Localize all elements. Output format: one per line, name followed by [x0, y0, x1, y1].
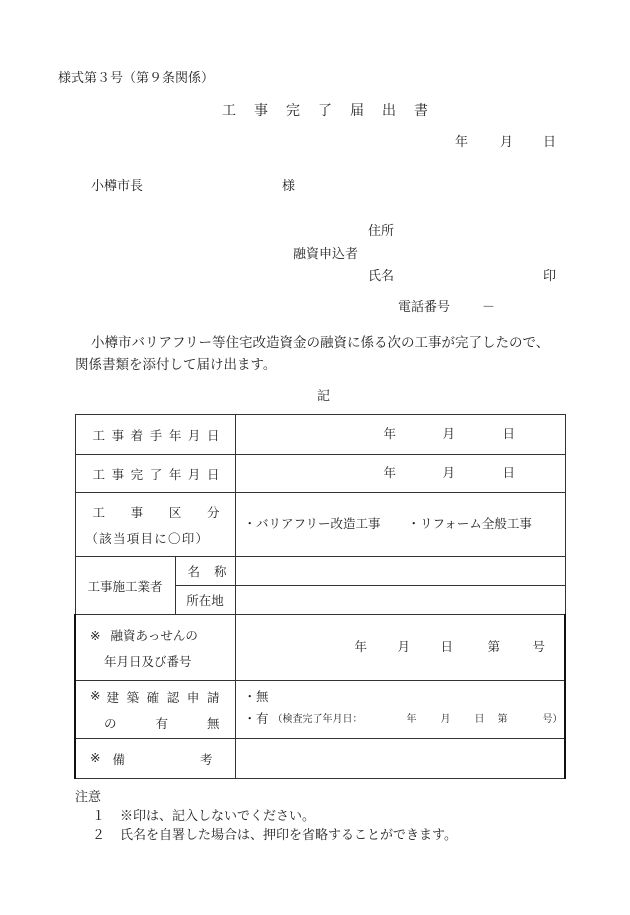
- phone-label: 電話番号: [398, 300, 451, 315]
- document-title: [222, 104, 428, 118]
- remarks-label: [75, 739, 235, 779]
- loan-year: 年: [354, 638, 368, 654]
- label-char: 分: [206, 504, 220, 520]
- loan-field[interactable]: [235, 615, 565, 681]
- title-char: 事: [254, 103, 268, 119]
- form-number: 様式第３号（第９条関係）: [58, 71, 215, 86]
- label-char: 工: [92, 427, 106, 443]
- label-char: 事: [111, 427, 125, 443]
- contractor-name-field[interactable]: [235, 557, 565, 586]
- body-line-2: 関係書類を添付して届け出ます。: [75, 357, 277, 373]
- row-loan-info: [75, 615, 565, 681]
- loan-label-line-2: 年月日及び番号: [104, 653, 192, 669]
- inspection-number-prefix: 第: [497, 713, 508, 725]
- category-note: （該当項目に〇印）: [85, 530, 210, 546]
- note-2-number: ２: [92, 828, 106, 843]
- start-day: 日: [502, 425, 516, 441]
- complete-year: 年: [383, 464, 397, 480]
- label-char: 工: [92, 466, 106, 482]
- complete-month: 月: [442, 464, 456, 480]
- inspection-date-label: （検査完了年月日：: [272, 713, 363, 725]
- asterisk-mark: ※: [90, 749, 101, 765]
- building-option-yes[interactable]: ・有: [243, 710, 269, 726]
- category-field[interactable]: [235, 493, 565, 557]
- label-char: 日: [206, 427, 220, 443]
- date-day: 日: [543, 135, 557, 150]
- label-char: 有: [155, 715, 169, 731]
- asterisk-mark: ※: [90, 687, 101, 703]
- address-label: 住所: [368, 224, 395, 239]
- row-building-confirmation: [75, 681, 565, 739]
- label-char: 年: [168, 466, 182, 482]
- complete-date-label: [75, 455, 235, 493]
- loan-label: [75, 615, 235, 681]
- note-1-number: １: [92, 809, 106, 824]
- label-char: 月: [187, 427, 201, 443]
- label-char: 建: [106, 689, 119, 705]
- contractor-location-label: [175, 586, 235, 615]
- label-char: の: [104, 715, 117, 731]
- label-char: 認: [166, 689, 180, 705]
- start-year: 年: [383, 425, 397, 441]
- name-label: 氏名: [368, 269, 395, 284]
- ki-label: 記: [317, 389, 331, 404]
- applicant-role-label: 融資申込者: [293, 247, 359, 262]
- category-label: [75, 493, 235, 557]
- loan-month: 月: [397, 638, 411, 654]
- building-field[interactable]: [235, 681, 565, 739]
- note-2-text: 氏名を自署した場合は、押印を省略することができます。: [120, 828, 457, 843]
- date-year: 年: [455, 135, 469, 150]
- label-char: 名: [187, 564, 201, 579]
- label-char: 事: [111, 466, 125, 482]
- label-char: 考: [200, 751, 213, 767]
- row-contractor-name: [75, 557, 565, 586]
- label-char: 完: [130, 466, 144, 482]
- building-option-none[interactable]: ・無: [243, 688, 269, 704]
- complete-date-field[interactable]: [235, 455, 565, 493]
- label-char: 月: [187, 466, 201, 482]
- inspection-year: 年: [406, 713, 417, 725]
- label-char: 称: [214, 564, 227, 579]
- details-table: [74, 414, 566, 779]
- label-char: 無: [207, 715, 220, 731]
- label-char: 了: [149, 466, 163, 482]
- note-1-text: ※印は、記入しないでください。: [120, 809, 316, 824]
- label-char: 請: [206, 689, 220, 705]
- row-start-date: [75, 415, 565, 455]
- seal-mark: 印: [543, 269, 557, 284]
- label-char: 申: [186, 689, 200, 705]
- contractor-label-text: 工事施工業者: [87, 578, 163, 594]
- label-char: 備: [112, 751, 125, 767]
- row-category: [75, 493, 565, 557]
- label-char: 築: [126, 689, 140, 705]
- title-char: 書: [414, 103, 428, 119]
- category-option-barrier-free[interactable]: ・バリアフリー改造工事: [243, 515, 381, 531]
- phone-separator: －: [482, 300, 496, 315]
- notes-title: 注意: [75, 790, 102, 805]
- inspection-day: 日: [474, 713, 485, 725]
- label-char: 確: [146, 689, 160, 705]
- start-month: 月: [442, 425, 456, 441]
- label-char: 年: [168, 427, 182, 443]
- asterisk-mark: ※: [90, 627, 101, 643]
- contractor-label: [75, 557, 175, 615]
- row-complete-date: [75, 455, 565, 493]
- inspection-number-suffix: 号）: [542, 713, 563, 725]
- row-remarks: [75, 739, 565, 779]
- contractor-location-field[interactable]: [235, 586, 565, 615]
- contractor-name-label: [175, 557, 235, 586]
- title-char: 了: [318, 103, 332, 119]
- start-date-field[interactable]: [235, 415, 565, 455]
- title-char: 工: [222, 103, 236, 119]
- addressee-name: 小樽市長: [91, 179, 144, 194]
- date-month: 月: [500, 135, 514, 150]
- location-label-text: 所在地: [186, 593, 224, 608]
- start-date-label: [75, 415, 235, 455]
- complete-day: 日: [502, 464, 516, 480]
- title-char: 出: [382, 103, 396, 119]
- label-char: 事: [130, 504, 144, 520]
- label-char: 手: [149, 427, 163, 443]
- loan-label-line-1: 融資あっせんの: [110, 627, 198, 643]
- label-char: 日: [206, 466, 220, 482]
- loan-number-prefix: 第: [487, 638, 501, 654]
- body-line-1: 小樽市バリアフリー等住宅改造資金の融資に係る次の工事が完了したので、: [91, 335, 550, 351]
- building-label: [75, 681, 235, 739]
- loan-day: 日: [440, 638, 454, 654]
- category-option-reform[interactable]: ・リフォーム全般工事: [407, 515, 532, 531]
- title-char: 完: [286, 103, 300, 119]
- remarks-field[interactable]: [235, 739, 565, 779]
- addressee-honorific: 様: [282, 179, 296, 194]
- title-char: 届: [350, 103, 364, 119]
- label-char: 着: [130, 427, 144, 443]
- loan-number-suffix: 号: [532, 638, 546, 654]
- label-char: 区: [168, 504, 182, 520]
- label-char: 工: [92, 504, 106, 520]
- inspection-month: 月: [440, 713, 451, 725]
